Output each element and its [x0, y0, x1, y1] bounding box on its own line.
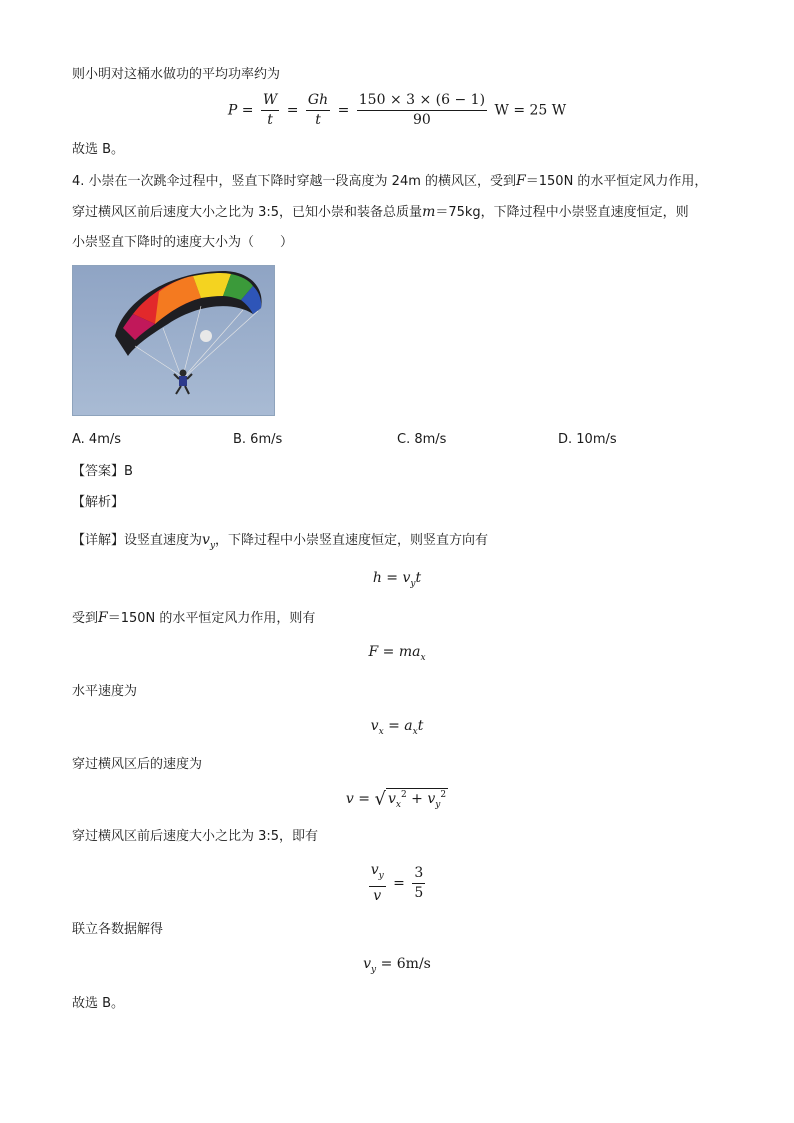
eq-v-sqrt: v = √ $v_x^2 + v_y^2$ — [345, 788, 447, 810]
power-equation: P = $\frac{W}{t}$ = $\frac{Gh}{t}$ = $\frac{150 \times 3 \times (6 - 1)}{90}$ W = 25 W — [227, 92, 567, 128]
prev-choose: 故选 B。 — [72, 142, 125, 157]
detail-s1: 受到F＝150N 的水平恒定风力作用，则有 — [72, 610, 316, 626]
eq-result: W = 25 W — [494, 102, 567, 119]
eq-f-max: $F = ma_x$ — [368, 644, 426, 663]
fraction-w-t: $\frac{W}{t}$ — [262, 92, 278, 128]
eq-result: $v_y = 6m/s$ — [363, 956, 431, 975]
eq-ratio: $\frac{v_y}{v}$ = $\frac{3}{5}$ — [370, 862, 424, 904]
analysis-tag: 【解析】 — [72, 495, 125, 510]
question-line-3: 小崇竖直下降时的速度大小为（ ） — [72, 235, 294, 250]
detail-s4: 穿过横风区前后速度大小之比为 3:5，即有 — [72, 829, 319, 844]
eq-vx-axt: $v_x = a_xt$ — [370, 718, 424, 737]
fraction-numeric: $\frac{150 \times 3 \times (6 - 1)}{90}$ — [358, 92, 486, 128]
answer-value: B — [124, 464, 133, 479]
eq-lhs: P — [227, 102, 238, 119]
detail-choose: 故选 B。 — [72, 996, 125, 1011]
prev-line: 则小明对这桶水做功的平均功率约为 — [72, 67, 281, 82]
detail-s5: 联立各数据解得 — [72, 922, 164, 937]
question-line-2: 穿过横风区前后速度大小之比为 3:5，已知小崇和装备总质量m＝75kg，下降过程中小崇竖直速度恒定，则 — [72, 204, 689, 220]
parachute-photo — [72, 265, 275, 416]
fraction-gh-t: $\frac{Gh}{t}$ — [307, 92, 329, 128]
parachute-illustration — [73, 266, 275, 416]
answer-line — [72, 463, 133, 481]
question-line-1: 4. 小崇在一次跳伞过程中，竖直下降时穿越一段高度为 24m 的横风区，受到F＝150N 的水平恒定风力作用， — [72, 173, 708, 189]
detail-s2: 水平速度为 — [72, 684, 138, 699]
option-a: A. 4m/s — [72, 432, 122, 447]
answer-tag: 【答案】 — [72, 464, 125, 479]
detail-intro: 【详解】设竖直速度为$v_y$，下降过程中小崇竖直速度恒定，则竖直方向有 — [72, 532, 489, 551]
option-c: C. 8m/s — [397, 432, 447, 447]
eq-h-vy-t: $h = v_yt$ — [372, 570, 422, 589]
option-b: B. 6m/s — [233, 432, 283, 447]
option-d: D. 10m/s — [558, 432, 617, 447]
detail-s3: 穿过横风区后的速度为 — [72, 757, 203, 772]
